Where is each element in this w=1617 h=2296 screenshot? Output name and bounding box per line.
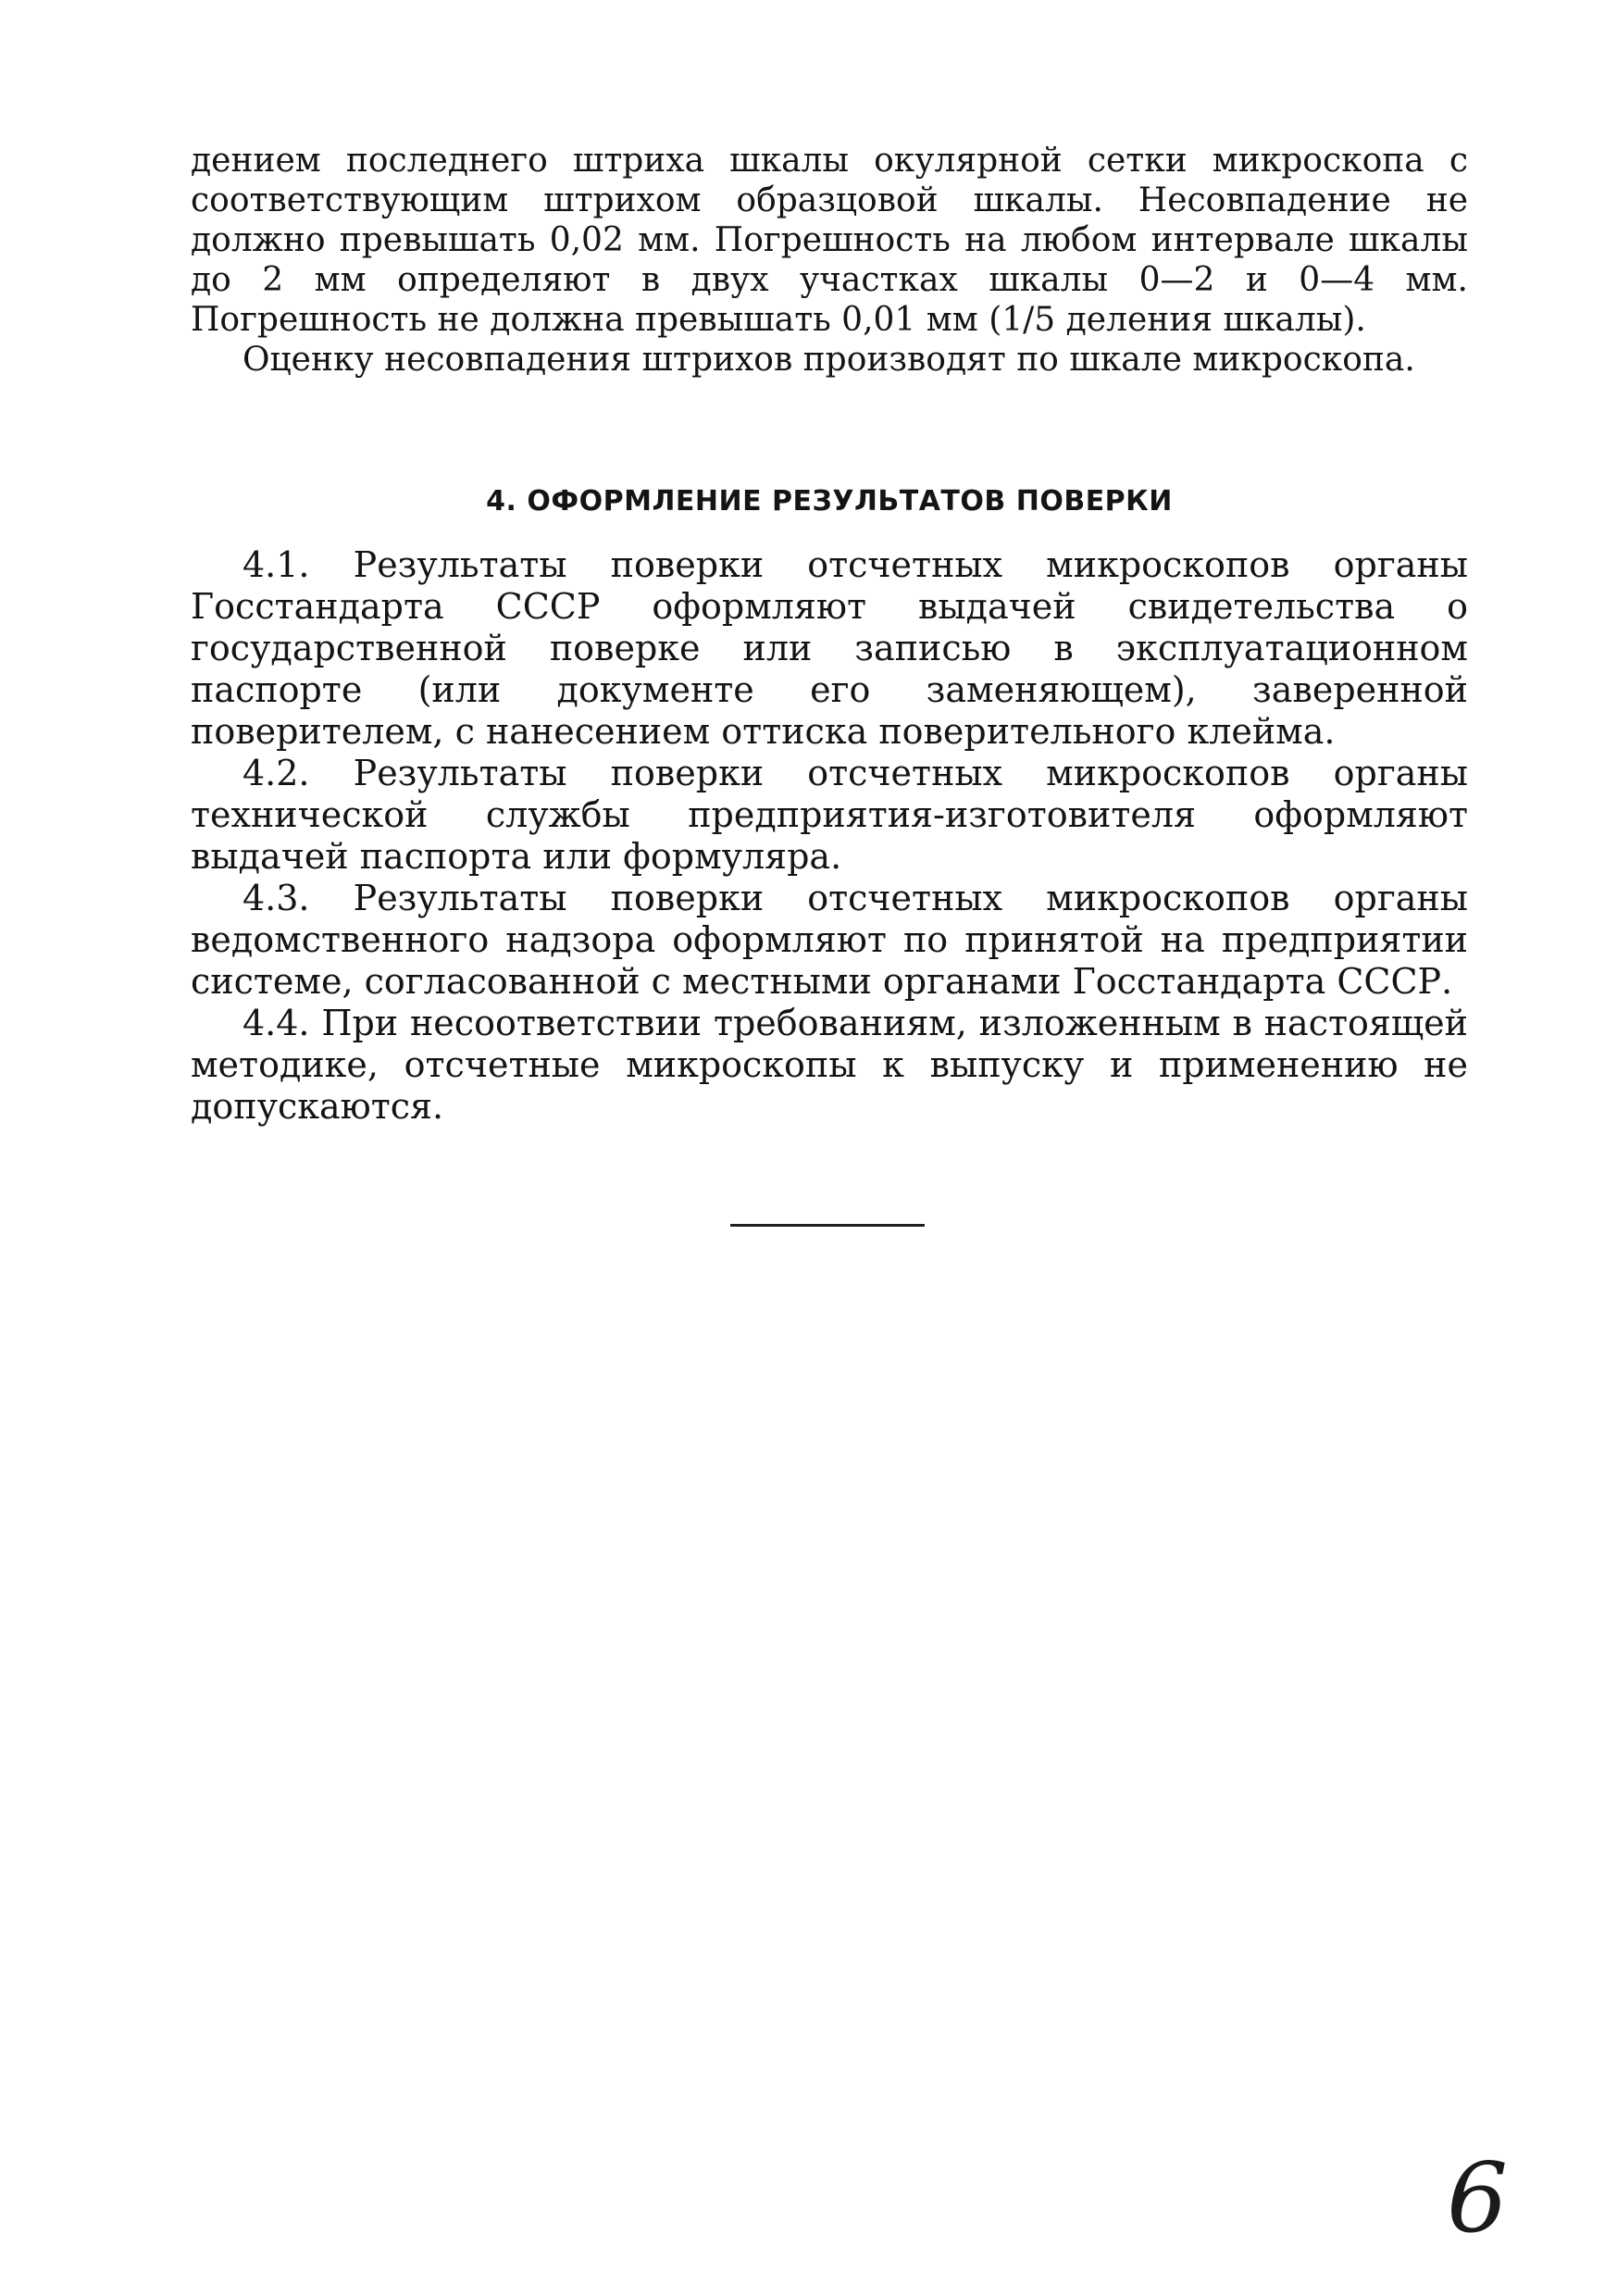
continuation-text <box>191 141 1468 380</box>
section-body <box>191 544 1468 1128</box>
section-paragraph-4-1: 4.1. Результаты поверки отсчетных микроскопов органы Госстандарта СССР оформляют выдачей свидетельства о государственной поверке или записью в эксплуатационном паспорте (или документе его заменяющем), заверенной поверителем, с нанесением оттиска поверительного клейма. <box>191 544 1468 752</box>
continuation-paragraph: Оценку несовпадения штрихов производят по шкале микроскопа. <box>243 341 1415 379</box>
section-paragraph-4-3: 4.3. Результаты поверки отсчетных микроскопов органы ведомственного надзора оформляют по принятой на предприятии системе, согласованной с местными органами Госстандарта СССР. <box>191 878 1468 1002</box>
section-paragraph-4-4: 4.4. При несоответствии требованиям, изложенным в настоящей методике, отсчетные микроскопы к выпуску и применению не допускаются. <box>191 1003 1468 1127</box>
end-divider <box>730 1224 925 1227</box>
section-paragraph-4-2: 4.2. Результаты поверки отсчетных микроскопов органы технической службы предприятия-изготовителя оформляют выдачей паспорта или формуляра. <box>191 753 1468 877</box>
section-heading: 4. ОФОРМЛЕНИЕ РЕЗУЛЬТАТОВ ПОВЕРКИ <box>486 485 1173 518</box>
continuation-paragraph: дением последнего штриха шкалы окулярной сетки микроскопа с соответствующим штрихом образцовой шкалы. Несовпадение не должно превышать 0,02 мм. Погрешность на любом интервале шкалы до 2 мм определяют в двух участках шкалы 0—2 и 0—4 мм. Погрешность не должна превышать 0,01 мм (1/5 деления шкалы). <box>191 142 1468 339</box>
page-number: 6 <box>1447 2141 1509 2254</box>
